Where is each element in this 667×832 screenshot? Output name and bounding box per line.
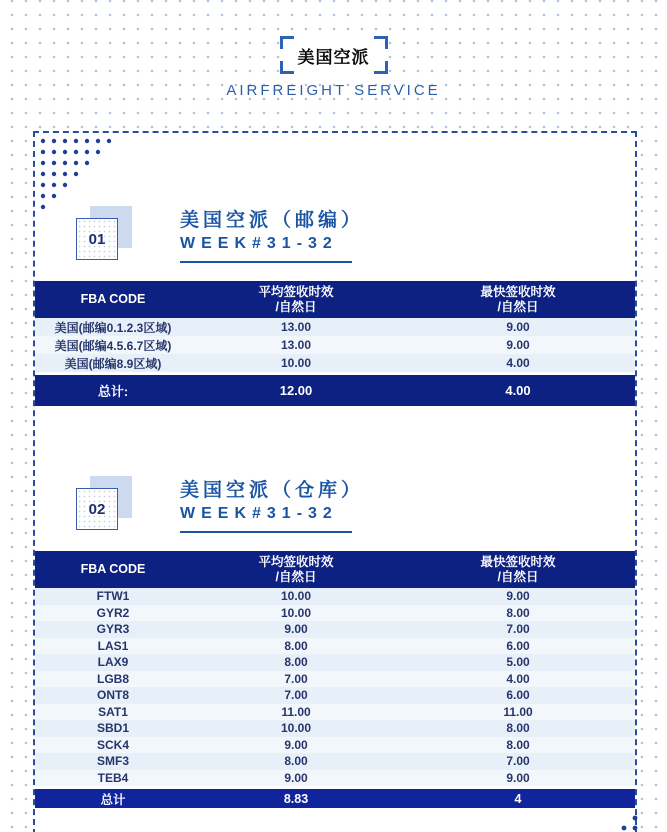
fast-days-cell: 9.00 (506, 338, 530, 352)
avg-days-cell: 10.00 (280, 721, 312, 736)
section2-week: WEEK#31-32 (180, 505, 338, 522)
fba-code-cell: SMF3 (96, 754, 129, 769)
fba-code-cell: LAX9 (97, 655, 129, 670)
fast-days-cell: 4.00 (506, 356, 530, 370)
fba-code-cell: 美国(邮编4.5.6.7区域) (54, 338, 172, 353)
table-row (35, 354, 635, 372)
avg-days-cell: 13.00 (280, 338, 312, 352)
fba-code-cell: GYR2 (96, 605, 130, 620)
table-row (35, 605, 635, 622)
fba-code-cell: LGB8 (96, 671, 129, 686)
dots-corner-decoration (617, 813, 639, 832)
page-title: 美国空派 (297, 47, 370, 67)
table-row (35, 638, 635, 655)
table-row (35, 753, 635, 770)
total-avg: 12.00 (279, 383, 313, 398)
table-row (35, 737, 635, 754)
table-row (35, 704, 635, 721)
fast-days-cell: 8.00 (506, 737, 530, 752)
fast-days-cell: 9.00 (506, 770, 530, 785)
table-row (35, 720, 635, 737)
table2-header-fba-code: FBA CODE (80, 562, 146, 576)
avg-days-cell: 9.00 (284, 737, 308, 752)
fba-code-cell: 美国(邮编0.1.2.3区域) (54, 320, 172, 335)
table2-header-fast-line2: /自然日 (497, 569, 539, 584)
fast-days-cell: 7.00 (506, 622, 530, 637)
total-fast: 4.00 (505, 383, 531, 398)
avg-days-cell: 11.00 (281, 704, 311, 719)
section1-underline (180, 261, 352, 263)
table-row (35, 770, 635, 787)
fast-days-cell: 4.00 (506, 671, 530, 686)
avg-days-cell: 8.00 (284, 655, 308, 670)
fast-days-cell: 11.00 (503, 704, 533, 719)
avg-days-cell: 7.00 (284, 671, 308, 686)
table-row (35, 687, 635, 704)
fba-code-cell: SAT1 (98, 704, 128, 719)
avg-days-cell: 8.00 (284, 754, 308, 769)
table1-header-avg-line2: /自然日 (275, 299, 317, 314)
total-fast: 4 (514, 791, 522, 806)
table-row (35, 318, 635, 336)
page-subtitle: AIRFREIGHT SERVICE (226, 82, 441, 99)
avg-days-cell: 10.00 (280, 605, 312, 620)
avg-days-cell: 9.00 (284, 622, 308, 637)
total-avg: 8.83 (283, 791, 309, 806)
section1-number-badge: 01 (76, 218, 118, 260)
section1-week: WEEK#31-32 (180, 235, 338, 252)
table1-header-avg-line1: 平均签收时效 (258, 284, 334, 299)
section1-title: 美国空派（邮编） (180, 210, 365, 231)
total-label: 总计 (100, 792, 126, 807)
avg-days-cell: 8.00 (284, 638, 308, 653)
table-row (35, 671, 635, 688)
table-row (35, 336, 635, 354)
table1-body (35, 318, 635, 372)
avg-days-cell: 7.00 (284, 688, 308, 703)
table2-header-row (35, 551, 635, 588)
fba-code-cell: ONT8 (96, 688, 129, 703)
section2-title: 美国空派（仓库） (180, 480, 365, 501)
avg-days-cell: 10.00 (280, 589, 312, 604)
fba-code-cell: SBD1 (96, 721, 129, 736)
fba-code-cell: SCK4 (96, 737, 129, 752)
main-title-box (280, 36, 388, 74)
table2-header-avg-line2: /自然日 (275, 569, 317, 584)
avg-days-cell: 10.00 (280, 356, 312, 370)
table-row (35, 588, 635, 605)
fast-days-cell: 9.00 (506, 589, 530, 604)
fast-days-cell: 6.00 (506, 688, 530, 703)
fba-code-cell: LAS1 (97, 638, 129, 653)
fast-days-cell: 8.00 (506, 605, 530, 620)
total-label: 总计: (97, 384, 129, 399)
table1-total-row (35, 375, 635, 406)
fast-days-cell: 9.00 (506, 320, 530, 334)
table1-header-fast-line2: /自然日 (497, 299, 539, 314)
section2-number-badge: 02 (76, 488, 118, 530)
table1-header-fast-line1: 最快签收时效 (480, 284, 556, 299)
table2-header-avg-line1: 平均签收时效 (258, 554, 334, 569)
bracket-corner-icon (374, 36, 388, 49)
table-row (35, 621, 635, 638)
fba-code-cell: TEB4 (97, 770, 129, 785)
dots-triangle-decoration (37, 135, 117, 215)
fast-days-cell: 8.00 (506, 721, 530, 736)
section2-underline (180, 531, 352, 533)
fba-code-cell: FTW1 (96, 589, 130, 604)
content-panel (33, 131, 637, 832)
table1-header-fba-code: FBA CODE (80, 292, 146, 306)
fast-days-cell: 5.00 (506, 655, 530, 670)
table-row (35, 654, 635, 671)
bracket-corner-icon (280, 61, 294, 74)
fast-days-cell: 6.00 (506, 638, 530, 653)
table2-body (35, 588, 635, 786)
fba-code-cell: 美国(邮编8.9区域) (64, 356, 162, 371)
table2-total-row (35, 789, 635, 808)
avg-days-cell: 9.00 (284, 770, 308, 785)
fba-code-cell: GYR3 (96, 622, 130, 637)
table2-header-fast-line1: 最快签收时效 (480, 554, 556, 569)
avg-days-cell: 13.00 (280, 320, 312, 334)
bracket-corner-icon (280, 36, 294, 49)
fast-days-cell: 7.00 (506, 754, 530, 769)
table1-header-row (35, 281, 635, 318)
bracket-corner-icon (374, 61, 388, 74)
